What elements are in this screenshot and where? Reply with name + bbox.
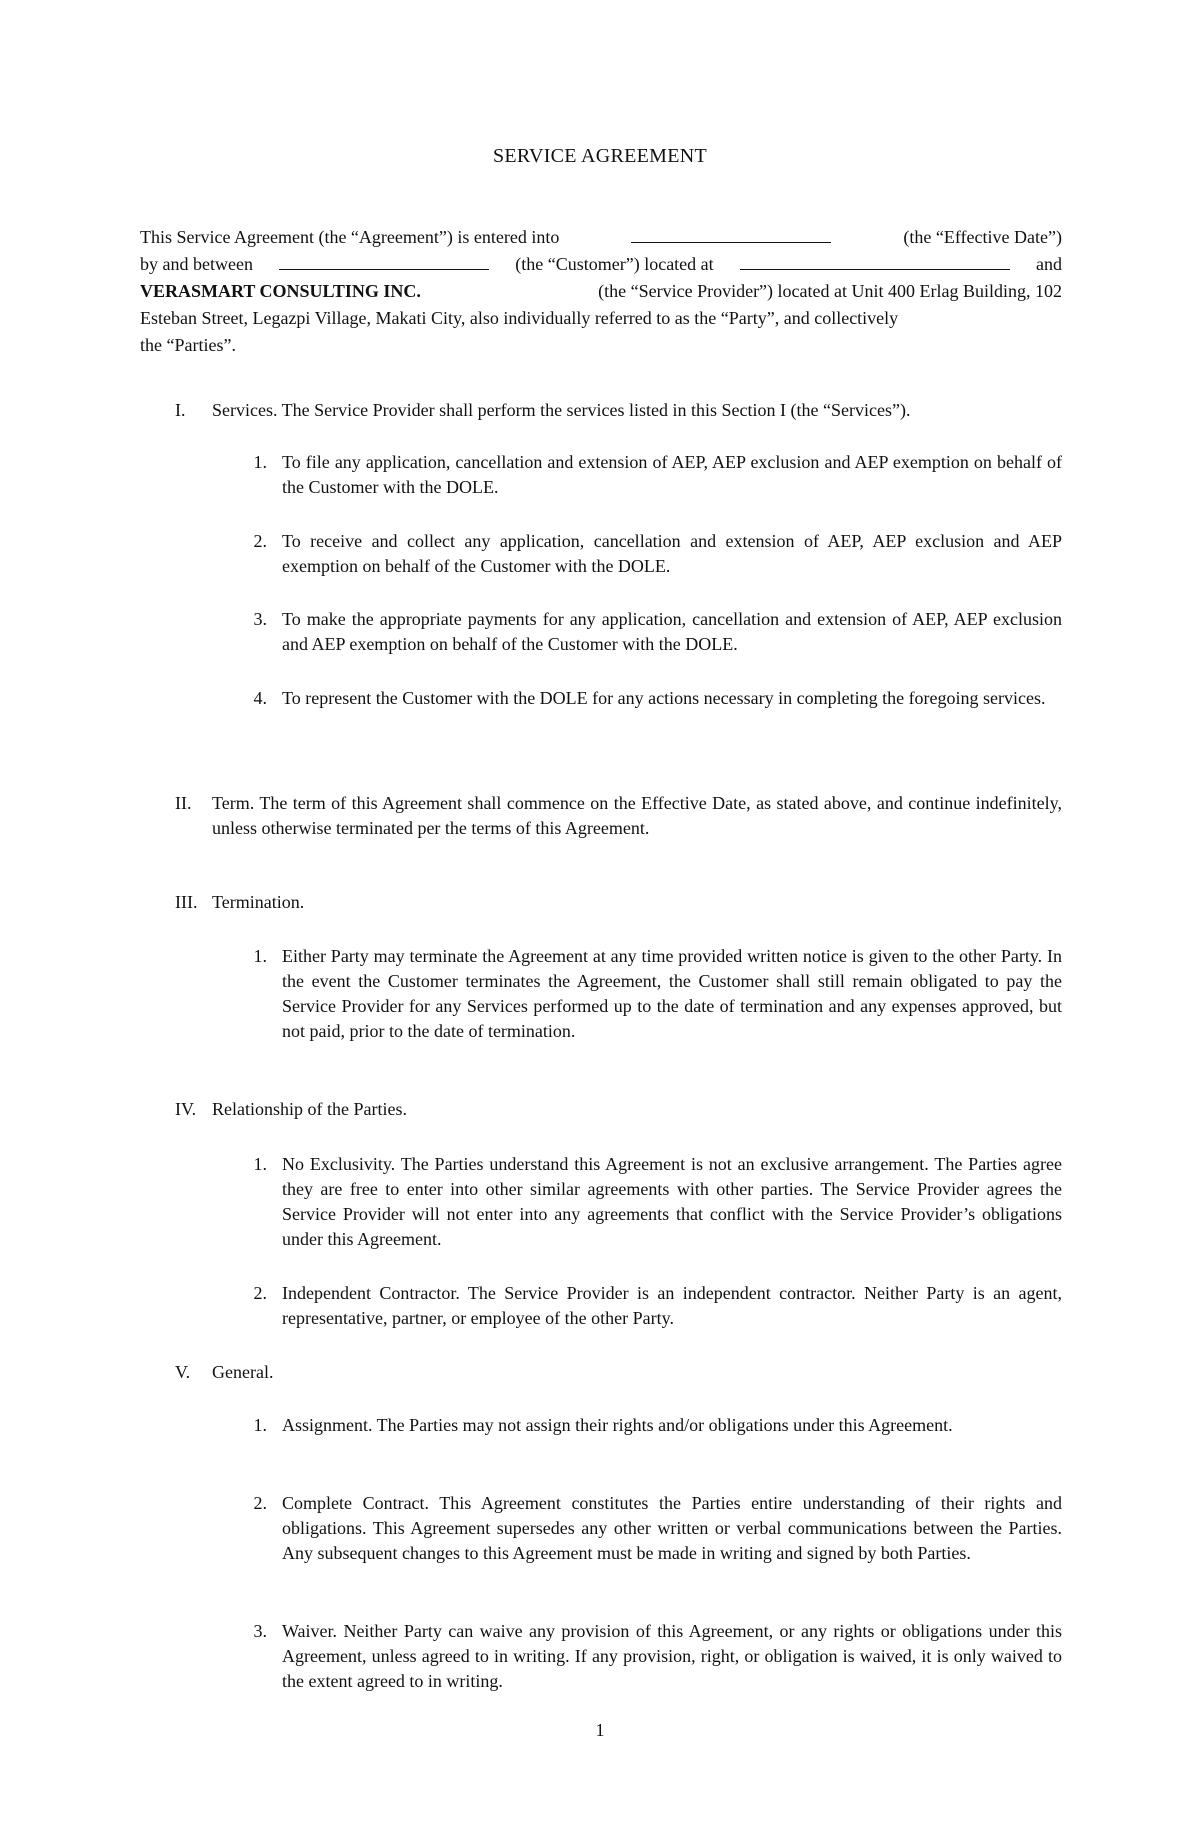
intro-line-5: the “Parties”. bbox=[140, 335, 236, 355]
section-number: IV. bbox=[175, 1099, 197, 1119]
intro-paragraph bbox=[140, 224, 1062, 359]
item-number: 4. bbox=[253, 688, 267, 708]
item-number: 1. bbox=[253, 946, 267, 966]
intro-text: This Service Agreement (the “Agreement”) is entered into bbox=[140, 227, 560, 247]
section-heading: Term. The term of this Agreement shall commence on the Effective Date, as stated above, and continue indefinitely, unless otherwise terminated per the terms of this Agreement. bbox=[212, 793, 1062, 838]
intro-line-3 bbox=[140, 278, 1062, 305]
item-number: 3. bbox=[253, 1621, 267, 1641]
provider-name: VERASMART CONSULTING INC. bbox=[140, 281, 421, 301]
intro-line-1 bbox=[140, 224, 1062, 251]
section-heading: General. bbox=[212, 1362, 274, 1382]
intro-text: (the “Customer”) located at bbox=[515, 254, 714, 274]
intro-text: (the “Effective Date”) bbox=[903, 227, 1062, 247]
intro-text: and bbox=[1035, 254, 1062, 274]
customer-name-blank[interactable] bbox=[279, 251, 489, 270]
section-number: III. bbox=[175, 892, 198, 912]
page-title: SERVICE AGREEMENT bbox=[492, 145, 708, 167]
item-text: To represent the Customer with the DOLE for any actions necessary in completing the foregoing services. bbox=[282, 688, 1046, 708]
item-number: 1. bbox=[253, 1415, 267, 1435]
customer-address-blank[interactable] bbox=[740, 251, 1010, 270]
item-text: Either Party may terminate the Agreement at any time provided written notice is given to the other Party. In the event the Customer terminates the Agreement, the Customer shall still remain obligated to pay the Service Provider for any Services performed up to the date of termination and any expenses approved, but not paid, prior to the date of termination. bbox=[282, 946, 1062, 1041]
section-number: I. bbox=[175, 400, 186, 420]
intro-line-4 bbox=[140, 305, 1062, 332]
intro-line-2 bbox=[140, 251, 1062, 278]
item-number: 2. bbox=[253, 531, 267, 551]
section-number: V. bbox=[175, 1362, 191, 1382]
item-text: Assignment. The Parties may not assign their rights and/or obligations under this Agreement. bbox=[282, 1415, 953, 1435]
item-number: 1. bbox=[253, 1154, 267, 1174]
item-number: 2. bbox=[253, 1283, 267, 1303]
item-number: 2. bbox=[253, 1493, 267, 1513]
page-number: 1 bbox=[595, 1720, 605, 1740]
item-number: 1. bbox=[253, 452, 267, 472]
intro-text: (the “Service Provider”) located at Unit 400 Erlag Building, 102 bbox=[598, 281, 1062, 301]
item-text: To receive and collect any application, cancellation and extension of AEP, AEP exclusion and AEP exemption on behalf of the Customer with the DOLE. bbox=[282, 531, 1062, 576]
intro-text: Esteban Street, Legazpi Village, Makati City, also individually referred to as the “Party”, and collectively bbox=[140, 308, 899, 328]
section-number: II. bbox=[175, 793, 192, 813]
item-text: To make the appropriate payments for any application, cancellation and extension of AEP, AEP exclusion and AEP exemption on behalf of the Customer with the DOLE. bbox=[282, 609, 1062, 654]
item-text: Waiver. Neither Party can waive any provision of this Agreement, or any rights or obligations under this Agreement, unless agreed to in writing. If any provision, right, or obligation is waived, it is only waived to the extent agreed to in writing. bbox=[282, 1621, 1062, 1691]
section-heading: Services. The Service Provider shall perform the services listed in this Section I (the “Services”). bbox=[212, 400, 911, 420]
item-number: 3. bbox=[253, 609, 267, 629]
intro-text: by and between bbox=[140, 254, 253, 274]
section-heading: Relationship of the Parties. bbox=[212, 1099, 407, 1119]
item-text: Complete Contract. This Agreement constitutes the Parties entire understanding of their rights and obligations. This Agreement supersedes any other written or verbal communications between the Parties. Any subsequent changes to this Agreement must be made in writing and signed by both Parties. bbox=[282, 1493, 1062, 1563]
item-text: No Exclusivity. The Parties understand this Agreement is not an exclusive arrangement. The Parties agree they are free to enter into other similar agreements with other parties. The Service Provider agrees the Service Provider will not enter into any agreements that conflict with the Service Provider’s obligations under this Agreement. bbox=[282, 1154, 1062, 1249]
effective-date-blank[interactable] bbox=[631, 224, 831, 243]
section-heading: Termination. bbox=[212, 892, 305, 912]
item-text: Independent Contractor. The Service Provider is an independent contractor. Neither Party is an agent, representative, partner, or employee of the other Party. bbox=[282, 1283, 1062, 1328]
item-text: To file any application, cancellation and extension of AEP, AEP exclusion and AEP exemption on behalf of the Customer with the DOLE. bbox=[282, 452, 1062, 497]
